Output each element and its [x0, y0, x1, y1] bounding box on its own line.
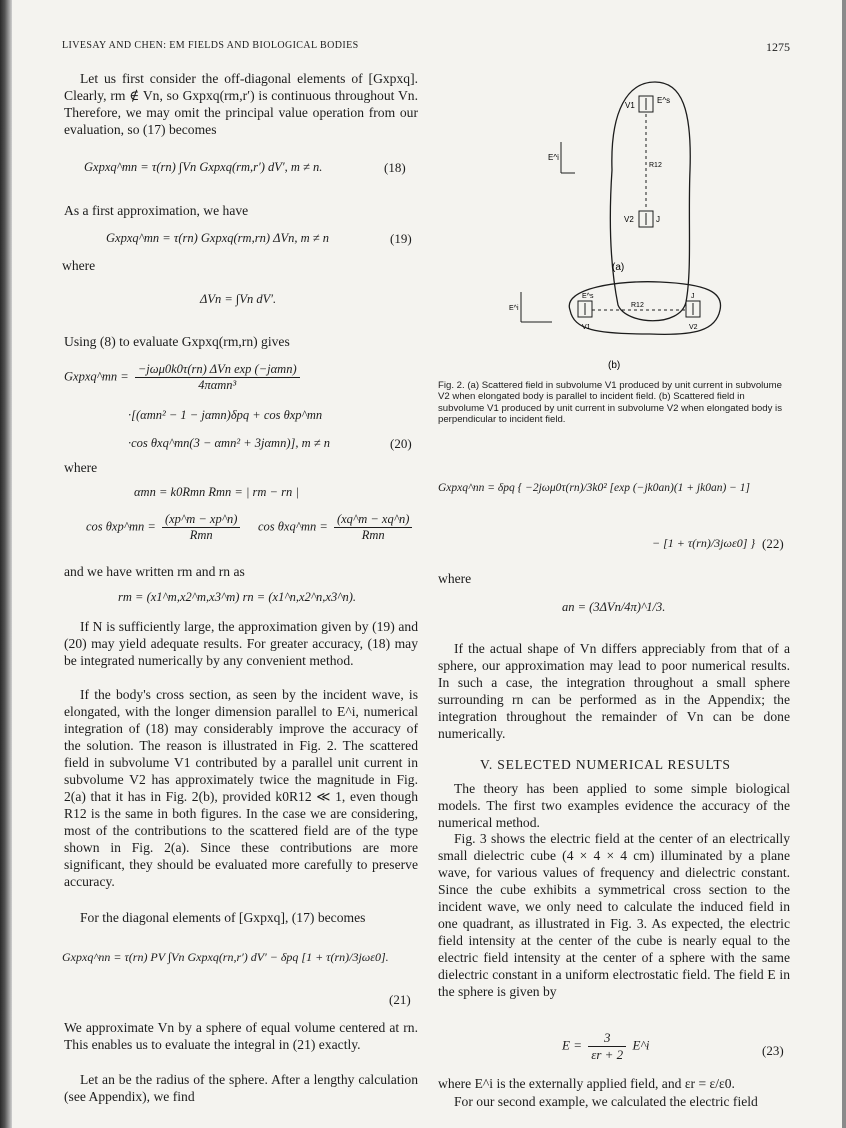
running-head: LIVESAY AND CHEN: EM FIELDS AND BIOLOGICAL BODIES: [62, 40, 359, 51]
left-paragraph-6: If the body's cross section, as seen by the incident wave, is elongated, with the longer dimension parallel to E^i, numerical integration of (18) may considerably improve the accuracy of the solution. The reason is illustrated in Fig. 2. The scattered field in subvolume V1 contributed by a parallel unit current in subvolume V2 has approximately twice the magnitude in Fig. 2(a) that it has in Fig. 2(b), provided k0R12 ≪ 1, even though R12 is the same in both figures. In the case we are considering, most of the contributions to the scattered field are of the type shown in Fig. 2(a). Since these contributions are more significant, they should be evaluated more carefully to preserve accuracy.: [64, 687, 418, 889]
equation-19: Gxpxq^mn = τ(rn) Gxpxq(rm,rn) ΔVn, m ≠ n: [106, 231, 329, 245]
left-paragraph-5: If N is sufficiently large, the approximation given by (19) and (20) may yield adequate results. For greater accuracy, (18) may be integrated numerically by any convenient method.: [64, 619, 418, 668]
cos-theta-q-lhs: cos θxq^mn =: [258, 519, 328, 534]
cos-theta-p-denominator: Rmn: [189, 528, 213, 542]
equation-20-line-2: ·[(αmn² − 1 − jαmn)δpq + cos θxp^mn: [128, 408, 323, 422]
left-paragraph-9: Let an be the radius of the sphere. After a lengthy calculation (see Appendix), we find: [64, 1072, 418, 1104]
equation-23: [562, 1030, 649, 1063]
equation-23-rhs: E^i: [632, 1037, 650, 1053]
section-heading: V. SELECTED NUMERICAL RESULTS: [480, 757, 731, 772]
elongated-body-vertical: [610, 82, 690, 321]
label-v1-a: V1: [625, 101, 635, 110]
cos-theta-q-fraction: [334, 512, 412, 543]
equation-18: Gxpxq^mn = τ(rn) ∫Vn Gxpxq(rm,r′) dV′, m ≠ n.: [84, 160, 323, 174]
cos-theta-q-denominator: Rmn: [361, 528, 385, 542]
equation-22-line-1: Gxpxq^nn = δpq { −2jωμ0τ(rn)/3k0² [exp (−jk0an)(1 + jk0an) − 1]: [438, 482, 751, 494]
equation-23-denominator: εr + 2: [591, 1047, 624, 1062]
alpha-definition: αmn = k0Rmn Rmn = | rm − rn |: [134, 485, 299, 499]
cos-theta-p-numerator: (xp^m − xp^n): [162, 512, 240, 528]
right-paragraph-1: If the actual shape of Vn differs appreciably from that of a sphere, our approximation may lead to poor numerical results. In such a case, the integration throughout a small sphere surrounding rn can be performed as in the Appendix; the integration throughout the remainder of Vn can be done numerically.: [438, 641, 790, 741]
equation-23-fraction: [588, 1030, 626, 1063]
cos-theta-q-numerator: (xq^m − xq^n): [334, 512, 412, 528]
where-2: where: [64, 460, 98, 475]
equation-20-line-3: ·cos θxq^mn(3 − αmn² + 3jαmn)], m ≠ n: [128, 436, 330, 450]
equation-20-fraction: [135, 362, 300, 393]
cos-theta-q: [258, 512, 415, 543]
page-number: 1275: [766, 40, 790, 54]
equation-20-line-1: [64, 362, 303, 393]
figure-2-caption: Fig. 2. (a) Scattered field in subvolume V1 produced by unit current in subvolume V2 when elongated body is parallel to incident field. (b) Scattered field in subvolume V1 produced by unit current in subvolume V2 when elongated body is perpendicular to incident field.: [438, 380, 782, 426]
equation-19-number: (19): [390, 231, 412, 246]
label-r12-a: R12: [649, 162, 662, 169]
where-3: where: [438, 571, 472, 586]
figure-2: [500, 70, 730, 380]
equation-23-numerator: 3: [588, 1030, 626, 1047]
right-paragraph-4: where E^i is the externally applied field, and εr = ε/ε0.: [438, 1076, 735, 1091]
right-paragraph-3: Fig. 3 shows the electric field at the center of an electrically small dielectric cube (4 × 4 × 4 cm) illuminated by a plane wave, for various values of frequency and dielectric constant. Since the cube exhibits a symmetrical cross section to the incident wave, we only need to calculate the induced field in one quadrant, as illustrated in Fig. 3. As expected, the electric field intensity at the center of the cube is nearly equal to the electric field intensity at the center of a sphere with the same dielectric constant in a uniform electrostatic field. The field E in the sphere is given by: [438, 831, 790, 999]
label-ei-b: E^i: [509, 305, 519, 312]
label-v2-b: V2: [689, 324, 698, 331]
equation-18-number: (18): [384, 160, 406, 175]
page-right-shadow: [842, 0, 846, 1128]
equation-20-numerator: −jωμ0k0τ(rn) ΔVn exp (−jαmn): [135, 362, 300, 378]
equation-20-denominator: 4παmn³: [198, 378, 237, 392]
cos-theta-p-fraction: [162, 512, 240, 543]
left-paragraph-4: and we have written rm and rn as: [64, 564, 245, 579]
equation-22-line-2: − [1 + τ(rn)/3jωε0] }: [652, 536, 756, 550]
label-es-b: E^s: [582, 293, 594, 300]
label-es-a: E^s: [657, 96, 671, 105]
label-v2-a: V2: [624, 215, 634, 224]
left-paragraph-7: For the diagonal elements of [Gxpxq], (17) becomes: [80, 910, 366, 925]
page-left-shadow: [0, 0, 12, 1128]
cos-theta-p: [86, 512, 243, 543]
left-paragraph-3: Using (8) to evaluate Gxpxq(rm,rn) gives: [64, 334, 290, 349]
label-b: (b): [608, 360, 621, 371]
right-paragraph-2: The theory has been applied to some simple biological models. The first two examples evidence the accuracy of the numerical method.: [438, 781, 790, 830]
equation-23-lhs: E =: [562, 1037, 582, 1053]
equation-20-number: (20): [390, 436, 412, 451]
equation-20-lhs: Gxpxq^mn =: [64, 369, 129, 384]
equation-21: Gxpxq^nn = τ(rn) PV ∫Vn Gxpxq(rn,r′) dV′ − δpq [1 + τ(rn)/3jωε0].: [62, 950, 389, 964]
equation-22-number: (22): [762, 536, 784, 551]
label-r12-b: R12: [631, 302, 644, 309]
delta-vn-definition: ΔVn = ∫Vn dV′.: [200, 292, 277, 306]
where-1: where: [62, 258, 96, 273]
an-definition: an = (3ΔVn/4π)^1/3.: [562, 600, 666, 614]
right-paragraph-5: For our second example, we calculated the electric field: [454, 1094, 758, 1109]
label-v1-b: V1: [582, 324, 591, 331]
left-paragraph-1: Let us first consider the off-diagonal elements of [Gxpxq]. Clearly, rm ∉ Vn, so Gxpxq(rm,r′) is continuous throughout Vn. Therefore, we may omit the principal value operation from our evaluation, so (17) becomes: [64, 71, 418, 137]
cos-theta-p-lhs: cos θxp^mn =: [86, 519, 156, 534]
left-paragraph-8: We approximate Vn by a sphere of equal volume centered at rn. This enables us to evaluate the integral in (21) exactly.: [64, 1020, 418, 1052]
equation-21-number: (21): [389, 992, 411, 1007]
label-j-b: J: [691, 293, 695, 300]
label-a: (a): [612, 262, 625, 273]
label-ei-a: E^i: [548, 153, 559, 162]
label-j-a: J: [656, 215, 660, 224]
equation-23-number: (23): [762, 1043, 784, 1058]
left-paragraph-2: As a first approximation, we have: [64, 203, 249, 218]
r-definitions: rm = (x1^m,x2^m,x3^m) rn = (x1^n,x2^n,x3^n).: [118, 590, 357, 604]
